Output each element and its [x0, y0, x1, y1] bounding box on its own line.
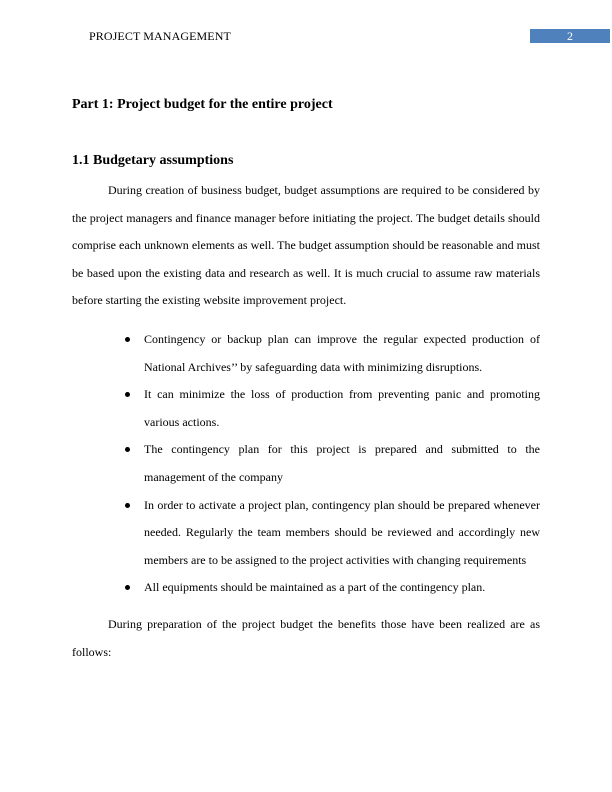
bullet-icon	[125, 503, 130, 508]
bullet-icon	[125, 337, 130, 342]
bullet-text: All equipments should be maintained as a part of the contingency plan.	[144, 580, 486, 595]
bullet-item	[144, 574, 540, 602]
part-heading: Part 1: Project budget for the entire project	[72, 97, 333, 112]
bullet-item	[144, 326, 540, 381]
bullet-item	[144, 492, 540, 575]
page-number-badge: 2	[530, 29, 610, 43]
bullet-icon	[125, 392, 130, 397]
running-header-title: PROJECT MANAGEMENT	[89, 29, 231, 43]
bullet-item	[144, 381, 540, 436]
paragraph-benefits: During preparation of the project budget the benefits those have been realized are as follows:	[72, 617, 540, 659]
bullet-text: In order to activate a project plan, contingency plan should be prepared whenever needed. Regularly the team members should be reviewed and accordingly new members are to be assigned to the project activities with changing requirements	[144, 497, 540, 567]
bullet-text: It can minimize the loss of production from preventing panic and promoting various actions.	[144, 387, 540, 429]
contingency-bullet-list	[144, 326, 540, 602]
bullet-text: Contingency or backup plan can improve the regular expected production of National Archives’’ by safeguarding data with minimizing disruptions.	[144, 332, 540, 374]
paragraph-budget-assumptions: During creation of business budget, budget assumptions are required to be considered by the project managers and finance manager before initiating the project. The budget details should comprise each unknown elements as well. The budget assumption should be reasonable and must be based upon the existing data and research as well. It is much crucial to assume raw materials before starting the existing website improvement project.	[72, 183, 540, 308]
section-heading: 1.1 Budgetary assumptions	[72, 153, 234, 168]
bullet-icon	[125, 585, 130, 590]
bullet-text: The contingency plan for this project is prepared and submitted to the management of the company	[144, 442, 540, 484]
bullet-icon	[125, 447, 130, 452]
bullet-item	[144, 436, 540, 491]
